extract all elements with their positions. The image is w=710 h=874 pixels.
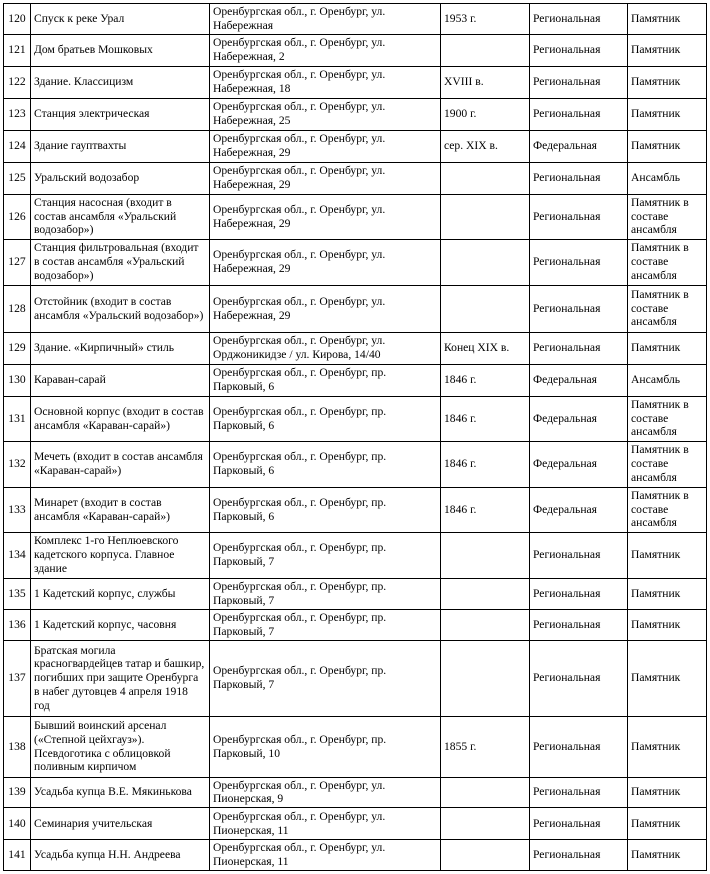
address-cell: Оренбургская обл., г. Оренбург, ул. Пионерская, 11 [210,840,441,871]
date-cell [441,578,530,609]
row-number-cell: 124 [4,130,31,162]
address-cell: Оренбургская обл., г. Оренбург, ул. Набережная [210,4,441,35]
category-cell: Региональная [530,578,628,609]
table-row [4,364,707,396]
date-cell [441,840,530,871]
date-cell: 1953 г. [441,4,530,35]
object-type-cell: Памятник в составе ансамбля [628,239,707,285]
table-row [4,441,707,487]
address-cell: Оренбургская обл., г. Оренбург, ул. Набережная, 29 [210,130,441,162]
date-cell: Конец XIX в. [441,332,530,364]
object-name-cell: Мечеть (входит в состав ансамбля «Караван-сарай») [31,441,210,487]
category-cell: Региональная [530,66,628,98]
object-name-cell: Станция электрическая [31,98,210,130]
category-cell: Региональная [530,4,628,35]
table-row [4,532,707,578]
category-cell: Региональная [530,609,628,640]
row-number-cell: 123 [4,98,31,130]
object-name-cell: 1 Кадетский корпус, службы [31,578,210,609]
category-cell: Региональная [530,239,628,285]
row-number-cell: 133 [4,487,31,532]
object-type-cell: Памятник в составе ансамбля [628,285,707,332]
object-type-cell: Памятник [628,332,707,364]
row-number-cell: 132 [4,441,31,487]
date-cell: 1846 г. [441,364,530,396]
object-name-cell: Отстойник (входит в состав ансамбля «Уральский водозабор») [31,285,210,332]
row-number-cell: 137 [4,640,31,716]
category-cell: Региональная [530,98,628,130]
table-row [4,162,707,194]
address-cell: Оренбургская обл., г. Оренбург, ул. Пионерская, 9 [210,777,441,808]
table-row [4,98,707,130]
object-name-cell: Минарет (входит в состав ансамбля «Караван-сарай») [31,487,210,532]
row-number-cell: 141 [4,840,31,871]
table-body [4,4,707,871]
table-row [4,578,707,609]
address-cell: Оренбургская обл., г. Оренбург, ул. Набережная, 29 [210,162,441,194]
address-cell: Оренбургская обл., г. Оренбург, пр. Парковый, 7 [210,578,441,609]
object-type-cell: Памятник [628,578,707,609]
object-name-cell: Здание гауптвахты [31,130,210,162]
date-cell: XVIII в. [441,66,530,98]
address-cell: Оренбургская обл., г. Оренбург, ул. Пионерская, 11 [210,808,441,840]
date-cell: 1855 г. [441,716,530,777]
address-cell: Оренбургская обл., г. Оренбург, пр. Парковый, 6 [210,364,441,396]
object-name-cell: 1 Кадетский корпус, часовня [31,609,210,640]
address-cell: Оренбургская обл., г. Оренбург, ул. Набережная, 25 [210,98,441,130]
table-row [4,808,707,840]
object-name-cell: Станция фильтровальная (входит в состав ансамбля «Уральский водозабор») [31,239,210,285]
object-name-cell: Основной корпус (входит в состав ансамбля «Караван-сарай») [31,396,210,441]
table-row [4,487,707,532]
table-row [4,777,707,808]
date-cell [441,34,530,66]
category-cell: Федеральная [530,364,628,396]
heritage-table [3,3,707,871]
object-name-cell: Бывший воинский арсенал («Степной цейхгауз»). Псевдоготика с облицовкой поливным кирпичом [31,716,210,777]
object-type-cell: Памятник в составе ансамбля [628,396,707,441]
address-cell: Оренбургская обл., г. Оренбург, пр. Парковый, 6 [210,487,441,532]
row-number-cell: 130 [4,364,31,396]
object-type-cell: Памятник [628,716,707,777]
object-type-cell: Памятник [628,4,707,35]
date-cell: 1846 г. [441,487,530,532]
address-cell: Оренбургская обл., г. Оренбург, пр. Парковый, 7 [210,640,441,716]
address-cell: Оренбургская обл., г. Оренбург, ул. Набережная, 18 [210,66,441,98]
row-number-cell: 122 [4,66,31,98]
row-number-cell: 136 [4,609,31,640]
category-cell: Региональная [530,840,628,871]
category-cell: Федеральная [530,441,628,487]
date-cell [441,609,530,640]
object-type-cell: Памятник [628,840,707,871]
category-cell: Региональная [530,332,628,364]
object-type-cell: Памятник [628,532,707,578]
object-name-cell: Дом братьев Мошковых [31,34,210,66]
row-number-cell: 128 [4,285,31,332]
date-cell [441,808,530,840]
address-cell: Оренбургская обл., г. Оренбург, пр. Парковый, 7 [210,532,441,578]
date-cell [441,285,530,332]
date-cell: 1846 г. [441,396,530,441]
table-row [4,640,707,716]
object-name-cell: Караван-сарай [31,364,210,396]
table-row [4,609,707,640]
date-cell [441,777,530,808]
category-cell: Региональная [530,777,628,808]
address-cell: Оренбургская обл., г. Оренбург, пр. Парковый, 6 [210,441,441,487]
category-cell: Региональная [530,716,628,777]
date-cell [441,194,530,239]
category-cell: Федеральная [530,396,628,441]
table-row [4,716,707,777]
address-cell: Оренбургская обл., г. Оренбург, ул. Набережная, 2 [210,34,441,66]
date-cell: 1900 г. [441,98,530,130]
table-row [4,34,707,66]
object-type-cell: Памятник [628,98,707,130]
address-cell: Оренбургская обл., г. Оренбург, ул. Набережная, 29 [210,285,441,332]
date-cell: сер. XIX в. [441,130,530,162]
object-type-cell: Памятник в составе ансамбля [628,487,707,532]
row-number-cell: 139 [4,777,31,808]
category-cell: Региональная [530,194,628,239]
table-row [4,285,707,332]
object-type-cell: Памятник [628,130,707,162]
date-cell [441,532,530,578]
table-row [4,66,707,98]
category-cell: Региональная [530,285,628,332]
row-number-cell: 129 [4,332,31,364]
table-row [4,840,707,871]
table-row [4,332,707,364]
object-name-cell: Братская могила красногвардейцев татар и башкир, погибших при защите Оренбурга в набег дутовцев 4 апреля 1918 год [31,640,210,716]
category-cell: Региональная [530,162,628,194]
object-name-cell: Станция насосная (входит в состав ансамбля «Уральский водозабор») [31,194,210,239]
object-type-cell: Памятник [628,66,707,98]
row-number-cell: 126 [4,194,31,239]
table-row [4,396,707,441]
category-cell: Региональная [530,808,628,840]
object-name-cell: Здание. Классицизм [31,66,210,98]
row-number-cell: 127 [4,239,31,285]
object-name-cell: Здание. «Кирпичный» стиль [31,332,210,364]
object-type-cell: Ансамбль [628,364,707,396]
category-cell: Федеральная [530,130,628,162]
object-type-cell: Памятник [628,777,707,808]
object-type-cell: Памятник в составе ансамбля [628,194,707,239]
object-name-cell: Семинария учительская [31,808,210,840]
table-row [4,4,707,35]
object-type-cell: Памятник [628,34,707,66]
date-cell [441,640,530,716]
object-type-cell: Памятник [628,640,707,716]
row-number-cell: 134 [4,532,31,578]
row-number-cell: 138 [4,716,31,777]
row-number-cell: 125 [4,162,31,194]
row-number-cell: 140 [4,808,31,840]
object-type-cell: Памятник в составе ансамбля [628,441,707,487]
date-cell: 1846 г. [441,441,530,487]
object-name-cell: Усадьба купца В.Е. Мякинькова [31,777,210,808]
category-cell: Федеральная [530,487,628,532]
category-cell: Региональная [530,640,628,716]
table-row [4,194,707,239]
object-type-cell: Ансамбль [628,162,707,194]
address-cell: Оренбургская обл., г. Оренбург, пр. Парковый, 10 [210,716,441,777]
table-row [4,130,707,162]
date-cell [441,162,530,194]
category-cell: Региональная [530,34,628,66]
object-name-cell: Спуск к реке Урал [31,4,210,35]
object-name-cell: Усадьба купца Н.Н. Андреева [31,840,210,871]
row-number-cell: 121 [4,34,31,66]
date-cell [441,239,530,285]
address-cell: Оренбургская обл., г. Оренбург, ул. Набережная, 29 [210,194,441,239]
object-type-cell: Памятник [628,609,707,640]
object-name-cell: Комплекс 1-го Неплюевского кадетского корпуса. Главное здание [31,532,210,578]
address-cell: Оренбургская обл., г. Оренбург, пр. Парковый, 7 [210,609,441,640]
table-row [4,239,707,285]
address-cell: Оренбургская обл., г. Оренбург, ул. Набережная, 29 [210,239,441,285]
address-cell: Оренбургская обл., г. Оренбург, пр. Парковый, 6 [210,396,441,441]
object-name-cell: Уральский водозабор [31,162,210,194]
row-number-cell: 120 [4,4,31,35]
row-number-cell: 135 [4,578,31,609]
category-cell: Региональная [530,532,628,578]
object-type-cell: Памятник [628,808,707,840]
row-number-cell: 131 [4,396,31,441]
address-cell: Оренбургская обл., г. Оренбург, ул. Орджоникидзе / ул. Кирова, 14/40 [210,332,441,364]
